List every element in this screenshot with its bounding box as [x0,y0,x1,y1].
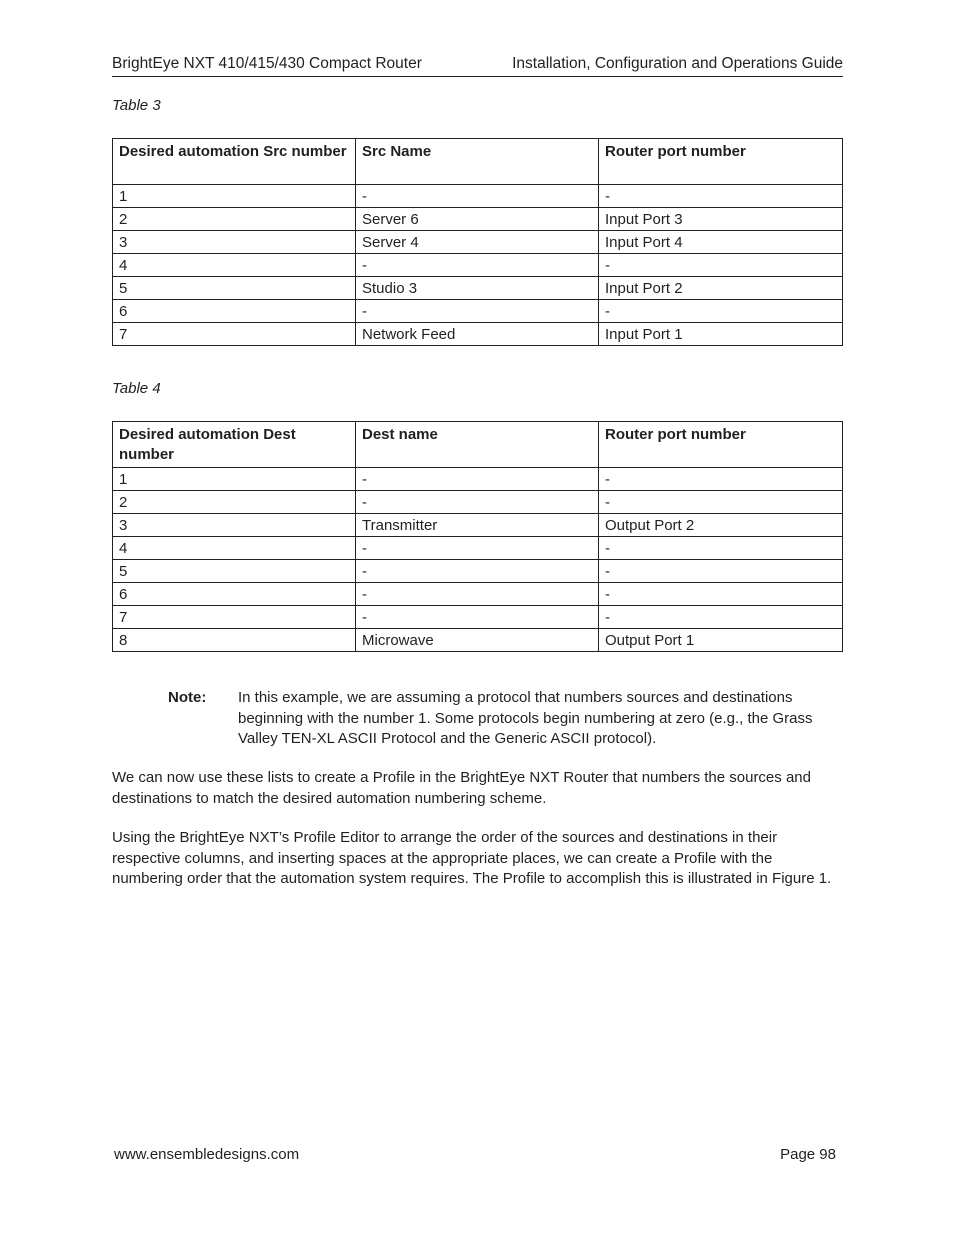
table-3-caption: Table 3 [112,97,161,114]
column-header: Src Name [356,139,599,185]
table-cell: 2 [113,491,356,514]
table-cell: 5 [113,277,356,300]
table-cell: - [356,491,599,514]
table-cell: 6 [113,300,356,323]
table-cell: - [599,468,843,491]
table-row [113,208,843,231]
table-cell: Input Port 2 [599,277,843,300]
table-row [113,583,843,606]
table-row [113,514,843,537]
table-cell: 4 [113,254,356,277]
column-header: Desired automation Src number [113,139,356,185]
table-row [113,185,843,208]
table-row [113,537,843,560]
table-cell: Microwave [356,629,599,652]
table-row [113,468,843,491]
table-row [113,254,843,277]
note-label: Note: [168,689,207,706]
table-row [113,277,843,300]
table-cell: - [356,583,599,606]
table-cell: 5 [113,560,356,583]
table-cell: - [599,254,843,277]
table-cell: - [356,560,599,583]
table-cell: Output Port 1 [599,629,843,652]
body-paragraph: Using the BrightEye NXT’s Profile Editor to arrange the order of the sources and destinations in their respective columns, and inserting spaces at the appropriate places, we can create a Profile with the numbering order that the automation system requires. The Profile to accomplish this is illustrated in Figure 1. [112,829,832,887]
table-cell: Transmitter [356,514,599,537]
table-row [113,560,843,583]
table-cell: 3 [113,231,356,254]
table-row [113,323,843,346]
column-header: Router port number [599,422,843,468]
page-header [112,54,843,77]
table-cell: - [356,185,599,208]
table-header-row [113,422,843,468]
header-guide-title: Installation, Configuration and Operations Guide [512,55,843,72]
table-cell: - [356,537,599,560]
table-cell: - [356,300,599,323]
body-paragraph: We can now use these lists to create a Profile in the BrightEye NXT Router that numbers the sources and destinations to match the desired automation numbering scheme. [112,769,811,807]
table-cell: Studio 3 [356,277,599,300]
table-cell: Network Feed [356,323,599,346]
table-cell: - [599,185,843,208]
table-row [113,300,843,323]
table-row [113,629,843,652]
table-cell: - [599,560,843,583]
table-cell: - [356,254,599,277]
note-text: In this example, we are assuming a protocol that numbers sources and destinations beginning with the number 1. Some protocols begin numbering at zero (e.g., the Grass Valley TEN-XL ASCII Protocol and the Generic ASCII protocol). [238,689,813,747]
column-header: Desired automation Dest number [113,422,356,468]
table-cell: Server 6 [356,208,599,231]
table-cell: Input Port 1 [599,323,843,346]
column-header: Dest name [356,422,599,468]
footer-website: www.ensembledesigns.com [114,1146,300,1163]
table-cell: Server 4 [356,231,599,254]
table-cell: - [356,468,599,491]
table-cell: 2 [113,208,356,231]
table-cell: 4 [113,537,356,560]
table-header-row [113,139,843,185]
table-cell: 8 [113,629,356,652]
table-cell: Input Port 4 [599,231,843,254]
table-cell: - [599,491,843,514]
table-cell: - [356,606,599,629]
footer-page-number: Page 98 [780,1146,836,1163]
column-header: Router port number [599,139,843,185]
table-cell: - [599,583,843,606]
table-cell: Input Port 3 [599,208,843,231]
table-3 [112,138,843,346]
table-cell: - [599,606,843,629]
table-row [113,606,843,629]
table-cell: 3 [113,514,356,537]
table-row [113,231,843,254]
table-4 [112,421,843,652]
table-cell: 1 [113,185,356,208]
table-cell: 7 [113,323,356,346]
table-cell: Output Port 2 [599,514,843,537]
table-4-caption: Table 4 [112,380,161,397]
header-product-title: BrightEye NXT 410/415/430 Compact Router [112,55,422,72]
note-block [168,688,848,750]
table-cell: - [599,300,843,323]
table-row [113,491,843,514]
table-cell: 1 [113,468,356,491]
table-cell: 7 [113,606,356,629]
table-cell: 6 [113,583,356,606]
table-cell: - [599,537,843,560]
